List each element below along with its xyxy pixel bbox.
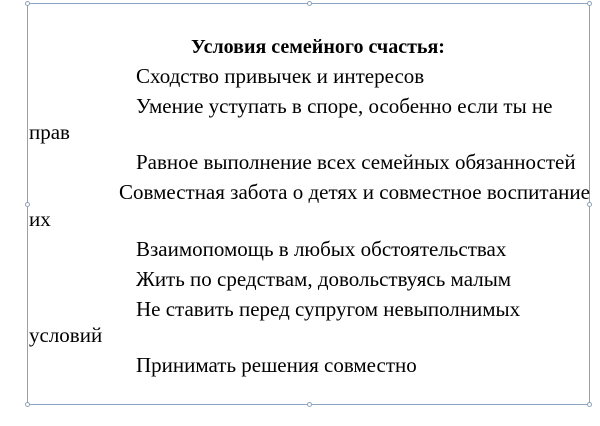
list-item-1: Сходство привычек и интересов	[136, 63, 425, 88]
resize-handle-top-left[interactable]	[25, 1, 30, 6]
resize-handle-top-middle[interactable]	[307, 1, 312, 6]
resize-handle-bottom-right[interactable]	[587, 402, 592, 407]
text-box-content[interactable]	[29, 34, 591, 382]
list-item-5: Взаимопомощь в любых обстоятельствах	[136, 236, 507, 261]
list-item-3: Равное выполнение всех семейных обязанностей	[136, 150, 576, 174]
resize-handle-bottom-middle[interactable]	[307, 402, 312, 407]
list-item-2: Умение уступать в споре, особенно если ты не прав	[29, 93, 553, 144]
resize-handle-top-right[interactable]	[587, 1, 592, 6]
list-item-8: Принимать решения совместно	[136, 353, 417, 377]
slide-title: Условия семейного счастья:	[191, 36, 445, 58]
list-item-4: Совместная забота о детях и совместное воспитание их	[29, 180, 590, 231]
resize-handle-bottom-left[interactable]	[25, 402, 30, 407]
list-item-7: Не ставить перед супругом невыполнимых условий	[29, 296, 521, 347]
list-item-6: Жить по средствам, довольствуясь малым	[136, 266, 512, 291]
